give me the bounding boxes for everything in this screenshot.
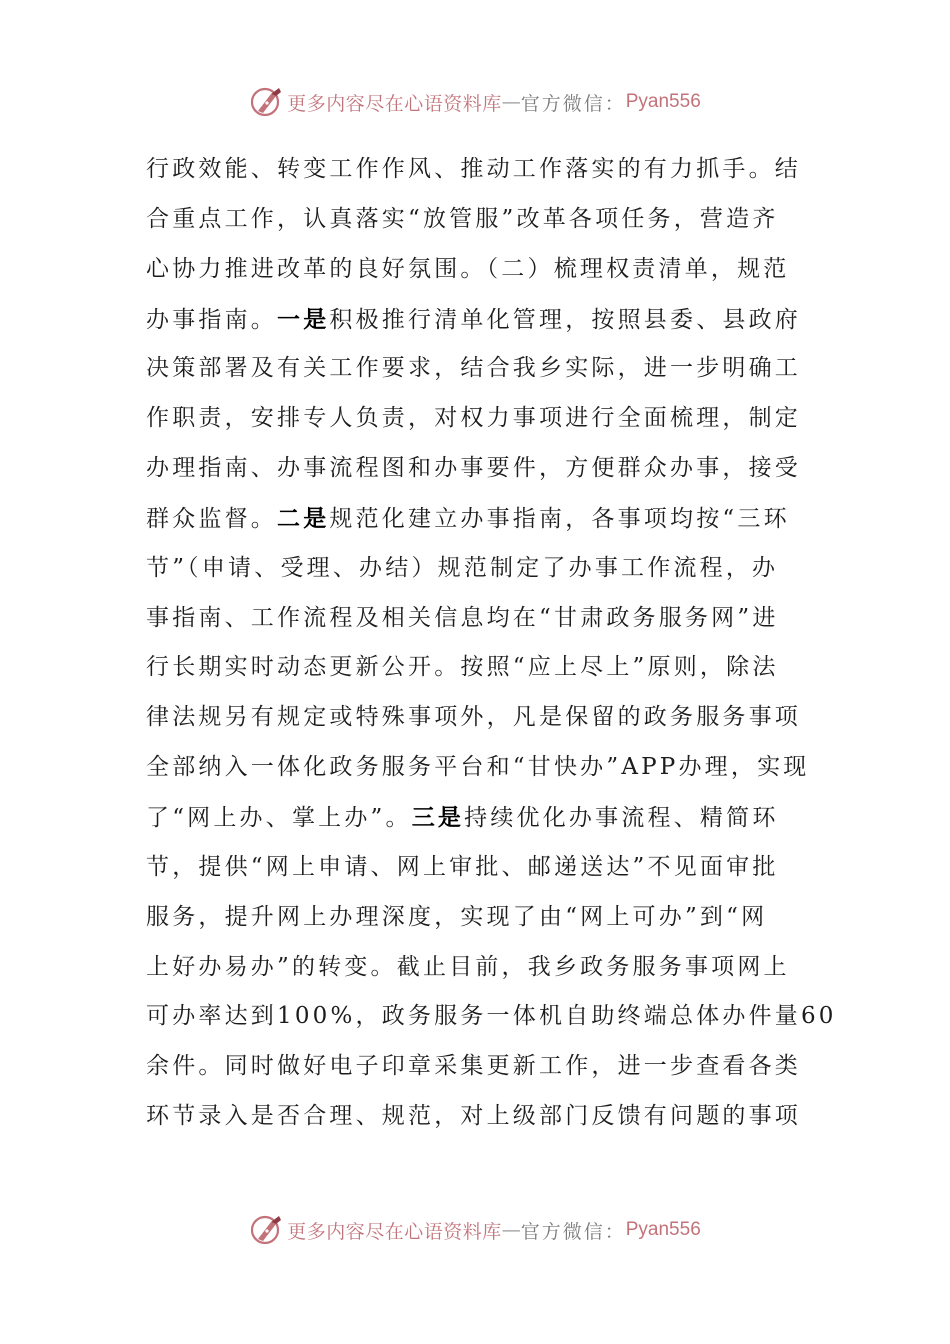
text-segment: 合重点工作，认真落实“放管服”改革各项任务，营造齐 (146, 205, 779, 232)
watermark-site-text: 更多内容尽在心语资料库 (287, 1220, 502, 1243)
text-line (146, 344, 826, 394)
text-line (146, 793, 826, 843)
text-segment: 心协力推进改革的良好氛围。（二）梳理权责清单，规范 (146, 255, 790, 282)
text-segment: 律法规另有规定或特殊事项外，凡是保留的政务服务事项 (146, 704, 801, 731)
text-line (146, 743, 826, 793)
watermark-official-label: 官方微信： (520, 92, 626, 115)
text-segment: 服务，提升网上办理深度，实现了由“网上可办”到“网 (146, 903, 768, 930)
text-line (146, 195, 826, 245)
text-line (146, 1092, 826, 1142)
bold-enumerator: 一是 (277, 305, 330, 333)
pen-nib-logo-icon (249, 1212, 285, 1248)
text-line (146, 1042, 826, 1092)
watermark-site-text: 更多内容尽在心语资料库 (287, 92, 502, 115)
text-line (146, 295, 826, 345)
text-line (146, 145, 826, 195)
document-body-paragraph (146, 145, 837, 1142)
text-segment: 持续优化办事流程、精简环 (464, 804, 779, 831)
text-segment: 行政效能、转变工作作风、推动工作落实的有力抓手。结 (146, 156, 801, 182)
text-line (146, 893, 826, 943)
text-line (146, 594, 826, 644)
text-segment: 全部纳入一体化政务服务平台和“甘快办”APP办理，实现 (146, 754, 810, 781)
text-line (146, 544, 826, 594)
watermark-wechat-id: Pyan556 (625, 1219, 701, 1240)
text-line (146, 992, 837, 1042)
text-line (146, 943, 826, 993)
bold-enumerator: 三是 (411, 803, 465, 831)
text-segment: 决策部署及有关工作要求，结合我乡实际，进一步明确工 (146, 355, 801, 382)
text-line (146, 494, 826, 544)
text-segment: 环节录入是否合理、规范，对上级部门反馈有问题的事项 (146, 1103, 801, 1130)
text-segment: 群众监督。 (146, 505, 277, 532)
text-segment: 上好办易办”的转变。截止目前，我乡政务服务事项网上 (146, 953, 790, 980)
text-segment: 节，提供“网上申请、网上审批、邮递送达”不见面审批 (146, 853, 779, 880)
text-line (146, 693, 826, 743)
header-watermark (0, 82, 950, 122)
text-line (146, 444, 826, 494)
text-line (146, 394, 826, 444)
text-segment: 办事指南。 (146, 306, 277, 333)
text-segment: 可办率达到100%，政务服务一体机自助终端总体办件量60 (146, 1003, 837, 1030)
text-segment: 了“网上办、掌上办”。 (146, 804, 412, 831)
watermark-official-label: 官方微信： (520, 1220, 626, 1243)
text-segment: 规范化建立办事指南，各事项均按“三环 (329, 505, 790, 532)
bold-enumerator: 二是 (277, 504, 330, 532)
text-segment: 积极推行清单化管理，按照县委、县政府 (329, 306, 802, 333)
text-segment: 节”（申请、受理、办结）规范制定了办事工作流程，办 (146, 554, 779, 581)
text-line (146, 245, 826, 295)
text-line (146, 843, 826, 893)
text-segment: 作职责，安排专人负责，对权力事项进行全面梳理，制定 (146, 405, 801, 432)
text-segment: 余件。同时做好电子印章采集更新工作，进一步查看各类 (146, 1053, 801, 1080)
watermark-dash: — (501, 1219, 521, 1241)
text-line (146, 643, 826, 693)
text-segment: 办理指南、办事流程图和办事要件，方便群众办事，接受 (146, 455, 801, 482)
watermark-dash: — (501, 91, 521, 113)
watermark-wechat-id: Pyan556 (625, 91, 701, 112)
text-segment: 事指南、工作流程及相关信息均在“甘肃政务服务网”进 (146, 604, 779, 631)
text-segment: 行长期实时动态更新公开。按照“应上尽上”原则，除法 (146, 654, 779, 681)
pen-nib-logo-icon (249, 84, 285, 120)
footer-watermark (0, 1210, 950, 1250)
